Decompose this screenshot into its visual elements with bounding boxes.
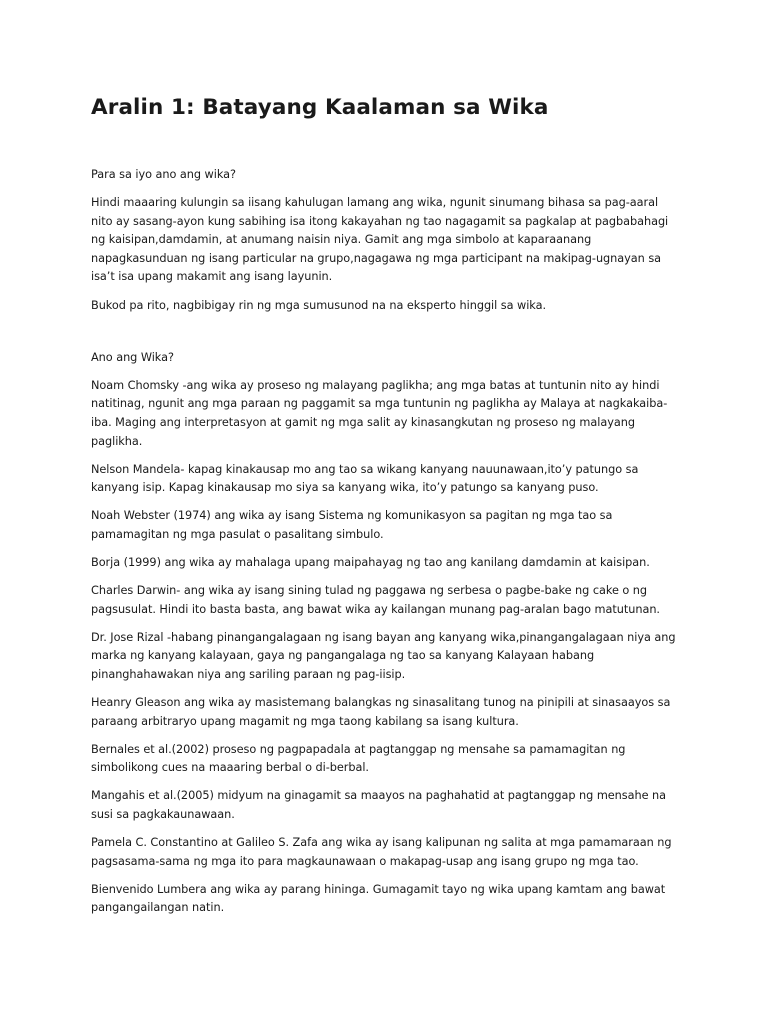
definition-darwin: Charles Darwin- ang wika ay isang sining tulad ng paggawa ng serbesa o pagbe-bake ng cake o ng pagsusulat. Hindi ito basta basta, ang bawat wika ay kailangan munang pag-aralan bago matutunan.	[91, 584, 660, 616]
definition-gleason: Heanry Gleason ang wika ay masistemang balangkas ng sinasalitang tunog na pinipili at sinasaayos sa paraang arbitraryo upang magamit ng mga taong kabilang sa isang kultura.	[91, 696, 671, 728]
section-spacer	[91, 325, 681, 349]
definition-borja: Borja (1999) ang wika ay mahalaga upang maipahayag ng tao ang kanilang damdamin at kaisipan.	[91, 556, 650, 569]
intro-question: Para sa iyo ano ang wika?	[91, 168, 236, 181]
intro-paragraph: Hindi maaaring kulungin sa iisang kahulugan lamang ang wika, ngunit sinumang bihasa sa pag-aaral nito ay sasang-ayon kung sabihing isa itong kakayahan ng tao nagagamit sa pagkalap at pagbabahagi ng kaisipan,damdamin, at anumang naisin niya. Gamit ang mga simbolo at kaparaanang napagkasunduan ng isang particular na grupo,nagagawa ng mga participant na makipag-ugnayan sa isa’t isa upang makamit ang isang layunin.	[91, 196, 669, 284]
section-heading: Ano ang Wika?	[91, 350, 174, 364]
definition-bernales: Bernales et al.(2002) proseso ng pagpapadala at pagtanggap ng mensahe sa pamamagitan ng simbolikong cues na maaaring berbal o di-berbal.	[91, 742, 626, 775]
definition-lumbera: Bienvenido Lumbera ang wika ay parang hininga. Gumagamit tayo ng wika upang kamtam ang bawat pangangailangan natin.	[91, 882, 666, 915]
definition-webster: Noah Webster (1974) ang wika ay isang Sistema ng komunikasyon sa pagitan ng mga tao sa pamamagitan ng mga pasulat o pasalitang simbulo.	[91, 509, 613, 541]
definition-mandela: Nelson Mandela- kapag kinakausap mo ang tao sa wikang kanyang nauunawaan,ito’y patungo sa kanyang isip. Kapag kinakausap mo siya sa kanyang wika, ito’y patungo sa kanyang puso.	[91, 462, 639, 495]
definition-mangahis: Mangahis et al.(2005) midyum na ginagamit sa maayos na paghahatid at pagtanggap ng mensahe na susi sa pagkakaunawaan.	[91, 789, 667, 822]
intro-transition: Bukod pa rito, nagbibigay rin ng mga sumusunod na na eksperto hinggil sa wika.	[91, 298, 547, 312]
document-page	[91, 94, 681, 928]
document-title: Aralin 1: Batayang Kaalaman sa Wika	[91, 95, 549, 120]
definition-rizal: Dr. Jose Rizal -habang pinangangalagaan ng isang bayan ang kanyang wika,pinangangalagaan niya ang marka ng kanyang kalayaan, gaya ng pangangalaga ng tao sa kanyang Kalayaan habang pinanghahawakan niya ang sariling paraan ng pag-iisip.	[91, 630, 676, 681]
definition-constantino-zafa: Pamela C. Constantino at Galileo S. Zafa ang wika ay isang kalipunan ng salita at mga pamamaraan ng pagsasama-sama ng mga ito para magkaunawaan o makapag-usap ang isang grupo ng mga tao.	[91, 836, 672, 868]
definition-chomsky: Noam Chomsky -ang wika ay proseso ng malayang paglikha; ang mga batas at tuntunin nito ay hindi natitinag, ngunit ang mga paraan ng paggamit sa mga tuntunin ng paglikha ay Malaya at nagkakaiba-iba. Maging ang interpretasyon at gamit ng mga salit ay kinasangkutan ng proseso ng malayang paglikha.	[91, 378, 668, 448]
